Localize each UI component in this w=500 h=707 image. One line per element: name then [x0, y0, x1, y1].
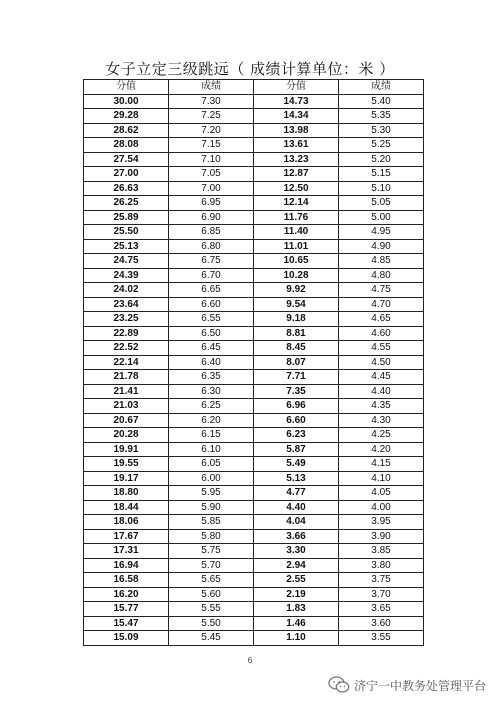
cell-result-1: 6.30 [169, 384, 254, 399]
cell-result-2: 4.15 [339, 457, 424, 472]
cell-result-1: 6.20 [169, 413, 254, 428]
cell-result-2: 5.00 [339, 210, 424, 225]
cell-result-2: 4.40 [339, 384, 424, 399]
table-row [84, 341, 424, 356]
cell-result-1: 6.10 [169, 442, 254, 457]
cell-result-1: 6.90 [169, 210, 254, 225]
watermark [328, 676, 486, 694]
cell-points-1: 25.50 [84, 225, 169, 240]
cell-result-1: 5.75 [169, 544, 254, 559]
cell-points-1: 24.75 [84, 254, 169, 269]
cell-points-1: 22.89 [84, 326, 169, 341]
cell-result-1: 6.15 [169, 428, 254, 443]
page-title: 女子立定三级跳远（ 成绩计算单位：米 ） [105, 60, 395, 78]
cell-points-2: 6.60 [254, 413, 339, 428]
table-row [84, 210, 424, 225]
cell-points-1: 16.20 [84, 587, 169, 602]
column-header-points-1: 分值 [84, 80, 169, 95]
cell-result-1: 6.85 [169, 225, 254, 240]
cell-points-1: 25.13 [84, 239, 169, 254]
cell-points-2: 8.07 [254, 355, 339, 370]
table-row [84, 413, 424, 428]
cell-points-2: 5.13 [254, 471, 339, 486]
cell-points-1: 29.28 [84, 109, 169, 124]
cell-result-2: 5.25 [339, 138, 424, 153]
cell-result-1: 6.40 [169, 355, 254, 370]
table-row [84, 152, 424, 167]
cell-result-2: 5.30 [339, 123, 424, 138]
cell-points-2: 11.76 [254, 210, 339, 225]
page-number: 6 [247, 656, 253, 665]
cell-points-1: 19.17 [84, 471, 169, 486]
cell-points-2: 8.81 [254, 326, 339, 341]
table-row [84, 167, 424, 182]
cell-result-1: 5.60 [169, 587, 254, 602]
cell-result-2: 4.25 [339, 428, 424, 443]
cell-points-1: 16.94 [84, 558, 169, 573]
cell-result-2: 3.60 [339, 616, 424, 631]
cell-result-2: 4.90 [339, 239, 424, 254]
cell-result-2: 4.45 [339, 370, 424, 385]
cell-result-2: 4.95 [339, 225, 424, 240]
cell-points-2: 2.55 [254, 573, 339, 588]
cell-points-2: 3.30 [254, 544, 339, 559]
table-row [84, 544, 424, 559]
table-row [84, 442, 424, 457]
cell-result-2: 3.55 [339, 631, 424, 646]
cell-points-2: 2.94 [254, 558, 339, 573]
cell-points-2: 12.14 [254, 196, 339, 211]
cell-points-1: 17.67 [84, 529, 169, 544]
cell-points-1: 18.44 [84, 500, 169, 515]
table-row [84, 573, 424, 588]
wechat-icon [328, 676, 350, 694]
cell-points-2: 1.46 [254, 616, 339, 631]
table-row [84, 558, 424, 573]
column-header-points-2: 分值 [254, 80, 339, 95]
cell-points-1: 21.78 [84, 370, 169, 385]
cell-points-1: 22.52 [84, 341, 169, 356]
cell-points-2: 13.23 [254, 152, 339, 167]
cell-result-2: 3.75 [339, 573, 424, 588]
table-row [84, 123, 424, 138]
cell-result-2: 4.35 [339, 399, 424, 414]
cell-result-1: 6.60 [169, 297, 254, 312]
cell-result-2: 4.65 [339, 312, 424, 327]
cell-points-1: 27.00 [84, 167, 169, 182]
cell-points-1: 17.31 [84, 544, 169, 559]
cell-result-2: 4.85 [339, 254, 424, 269]
cell-result-2: 3.80 [339, 558, 424, 573]
cell-result-2: 4.20 [339, 442, 424, 457]
table-row [84, 138, 424, 153]
table-row [84, 196, 424, 211]
cell-points-2: 5.49 [254, 457, 339, 472]
cell-result-2: 4.60 [339, 326, 424, 341]
table-body [84, 94, 424, 645]
cell-result-1: 7.30 [169, 94, 254, 109]
cell-result-1: 5.85 [169, 515, 254, 530]
cell-points-1: 30.00 [84, 94, 169, 109]
cell-result-1: 7.25 [169, 109, 254, 124]
cell-result-2: 5.15 [339, 167, 424, 182]
cell-points-2: 2.19 [254, 587, 339, 602]
cell-result-2: 3.65 [339, 602, 424, 617]
cell-points-1: 21.41 [84, 384, 169, 399]
cell-points-1: 28.62 [84, 123, 169, 138]
table-row [84, 529, 424, 544]
cell-points-2: 14.34 [254, 109, 339, 124]
column-header-result-1: 成绩 [169, 80, 254, 95]
cell-result-1: 7.00 [169, 181, 254, 196]
cell-points-1: 20.28 [84, 428, 169, 443]
cell-result-2: 5.40 [339, 94, 424, 109]
cell-result-2: 3.70 [339, 587, 424, 602]
cell-points-2: 10.65 [254, 254, 339, 269]
cell-result-2: 5.20 [339, 152, 424, 167]
cell-points-1: 26.63 [84, 181, 169, 196]
cell-result-1: 6.45 [169, 341, 254, 356]
table-row [84, 355, 424, 370]
cell-points-1: 16.58 [84, 573, 169, 588]
table-row [84, 94, 424, 109]
cell-points-2: 11.40 [254, 225, 339, 240]
cell-points-1: 19.91 [84, 442, 169, 457]
cell-result-2: 4.55 [339, 341, 424, 356]
table-row [84, 631, 424, 646]
cell-points-2: 5.87 [254, 442, 339, 457]
cell-result-1: 7.20 [169, 123, 254, 138]
cell-points-1: 27.54 [84, 152, 169, 167]
cell-result-2: 4.05 [339, 486, 424, 501]
table-row [84, 239, 424, 254]
cell-points-2: 13.61 [254, 138, 339, 153]
cell-points-2: 1.83 [254, 602, 339, 617]
cell-points-2: 4.04 [254, 515, 339, 530]
cell-points-2: 6.23 [254, 428, 339, 443]
cell-points-1: 23.64 [84, 297, 169, 312]
cell-points-1: 26.25 [84, 196, 169, 211]
cell-points-2: 14.73 [254, 94, 339, 109]
cell-result-1: 6.65 [169, 283, 254, 298]
cell-points-2: 9.18 [254, 312, 339, 327]
cell-points-1: 24.39 [84, 268, 169, 283]
column-header-result-2: 成绩 [339, 80, 424, 95]
cell-points-1: 19.55 [84, 457, 169, 472]
table-row [84, 254, 424, 269]
cell-result-1: 6.75 [169, 254, 254, 269]
cell-points-2: 7.35 [254, 384, 339, 399]
cell-points-2: 9.54 [254, 297, 339, 312]
table-row [84, 515, 424, 530]
cell-points-2: 4.77 [254, 486, 339, 501]
cell-result-1: 6.50 [169, 326, 254, 341]
cell-points-2: 10.28 [254, 268, 339, 283]
cell-points-2: 4.40 [254, 500, 339, 515]
cell-points-2: 12.50 [254, 181, 339, 196]
table-row [84, 587, 424, 602]
cell-result-2: 4.00 [339, 500, 424, 515]
cell-result-1: 5.45 [169, 631, 254, 646]
table-row [84, 486, 424, 501]
table-row [84, 457, 424, 472]
cell-result-1: 6.05 [169, 457, 254, 472]
cell-result-1: 5.65 [169, 573, 254, 588]
cell-result-1: 7.15 [169, 138, 254, 153]
table-row [84, 616, 424, 631]
cell-points-2: 7.71 [254, 370, 339, 385]
cell-result-1: 5.55 [169, 602, 254, 617]
cell-result-2: 5.10 [339, 181, 424, 196]
table-row [84, 471, 424, 486]
cell-points-1: 18.06 [84, 515, 169, 530]
cell-points-2: 12.87 [254, 167, 339, 182]
table-row [84, 399, 424, 414]
table-header-row [84, 80, 424, 95]
cell-result-1: 7.10 [169, 152, 254, 167]
cell-result-1: 6.70 [169, 268, 254, 283]
cell-result-1: 7.05 [169, 167, 254, 182]
cell-result-1: 5.70 [169, 558, 254, 573]
cell-result-1: 6.35 [169, 370, 254, 385]
cell-result-1: 5.50 [169, 616, 254, 631]
score-table [83, 79, 424, 646]
table-row [84, 109, 424, 124]
cell-points-2: 1.10 [254, 631, 339, 646]
cell-points-1: 21.03 [84, 399, 169, 414]
cell-result-2: 3.90 [339, 529, 424, 544]
cell-result-2: 5.05 [339, 196, 424, 211]
cell-points-2: 13.98 [254, 123, 339, 138]
cell-result-1: 5.80 [169, 529, 254, 544]
cell-result-2: 4.80 [339, 268, 424, 283]
cell-points-1: 20.67 [84, 413, 169, 428]
table-row [84, 268, 424, 283]
cell-result-2: 3.95 [339, 515, 424, 530]
table-row [84, 283, 424, 298]
cell-points-1: 18.80 [84, 486, 169, 501]
cell-points-1: 15.09 [84, 631, 169, 646]
cell-result-1: 6.00 [169, 471, 254, 486]
cell-result-2: 4.10 [339, 471, 424, 486]
cell-points-2: 9.92 [254, 283, 339, 298]
table-row [84, 312, 424, 327]
cell-result-2: 5.35 [339, 109, 424, 124]
cell-result-1: 5.95 [169, 486, 254, 501]
cell-points-2: 6.96 [254, 399, 339, 414]
cell-result-1: 6.25 [169, 399, 254, 414]
table-row [84, 500, 424, 515]
table-row [84, 370, 424, 385]
cell-points-1: 22.14 [84, 355, 169, 370]
cell-points-1: 15.47 [84, 616, 169, 631]
table-row [84, 181, 424, 196]
table-row [84, 326, 424, 341]
cell-points-1: 24.02 [84, 283, 169, 298]
cell-result-2: 4.70 [339, 297, 424, 312]
cell-result-2: 4.75 [339, 283, 424, 298]
cell-points-1: 28.08 [84, 138, 169, 153]
table-row [84, 384, 424, 399]
cell-result-2: 4.50 [339, 355, 424, 370]
table-row [84, 297, 424, 312]
cell-points-2: 3.66 [254, 529, 339, 544]
cell-points-2: 11.01 [254, 239, 339, 254]
cell-points-1: 15.77 [84, 602, 169, 617]
cell-points-1: 25.89 [84, 210, 169, 225]
cell-result-1: 5.90 [169, 500, 254, 515]
cell-result-2: 3.85 [339, 544, 424, 559]
cell-points-1: 23.25 [84, 312, 169, 327]
cell-points-2: 8.45 [254, 341, 339, 356]
table-row [84, 225, 424, 240]
table-row [84, 602, 424, 617]
table-row [84, 428, 424, 443]
cell-result-1: 6.80 [169, 239, 254, 254]
cell-result-1: 6.55 [169, 312, 254, 327]
watermark-text: 济宁一中教务处管理平台 [353, 678, 486, 693]
cell-result-1: 6.95 [169, 196, 254, 211]
cell-result-2: 4.30 [339, 413, 424, 428]
